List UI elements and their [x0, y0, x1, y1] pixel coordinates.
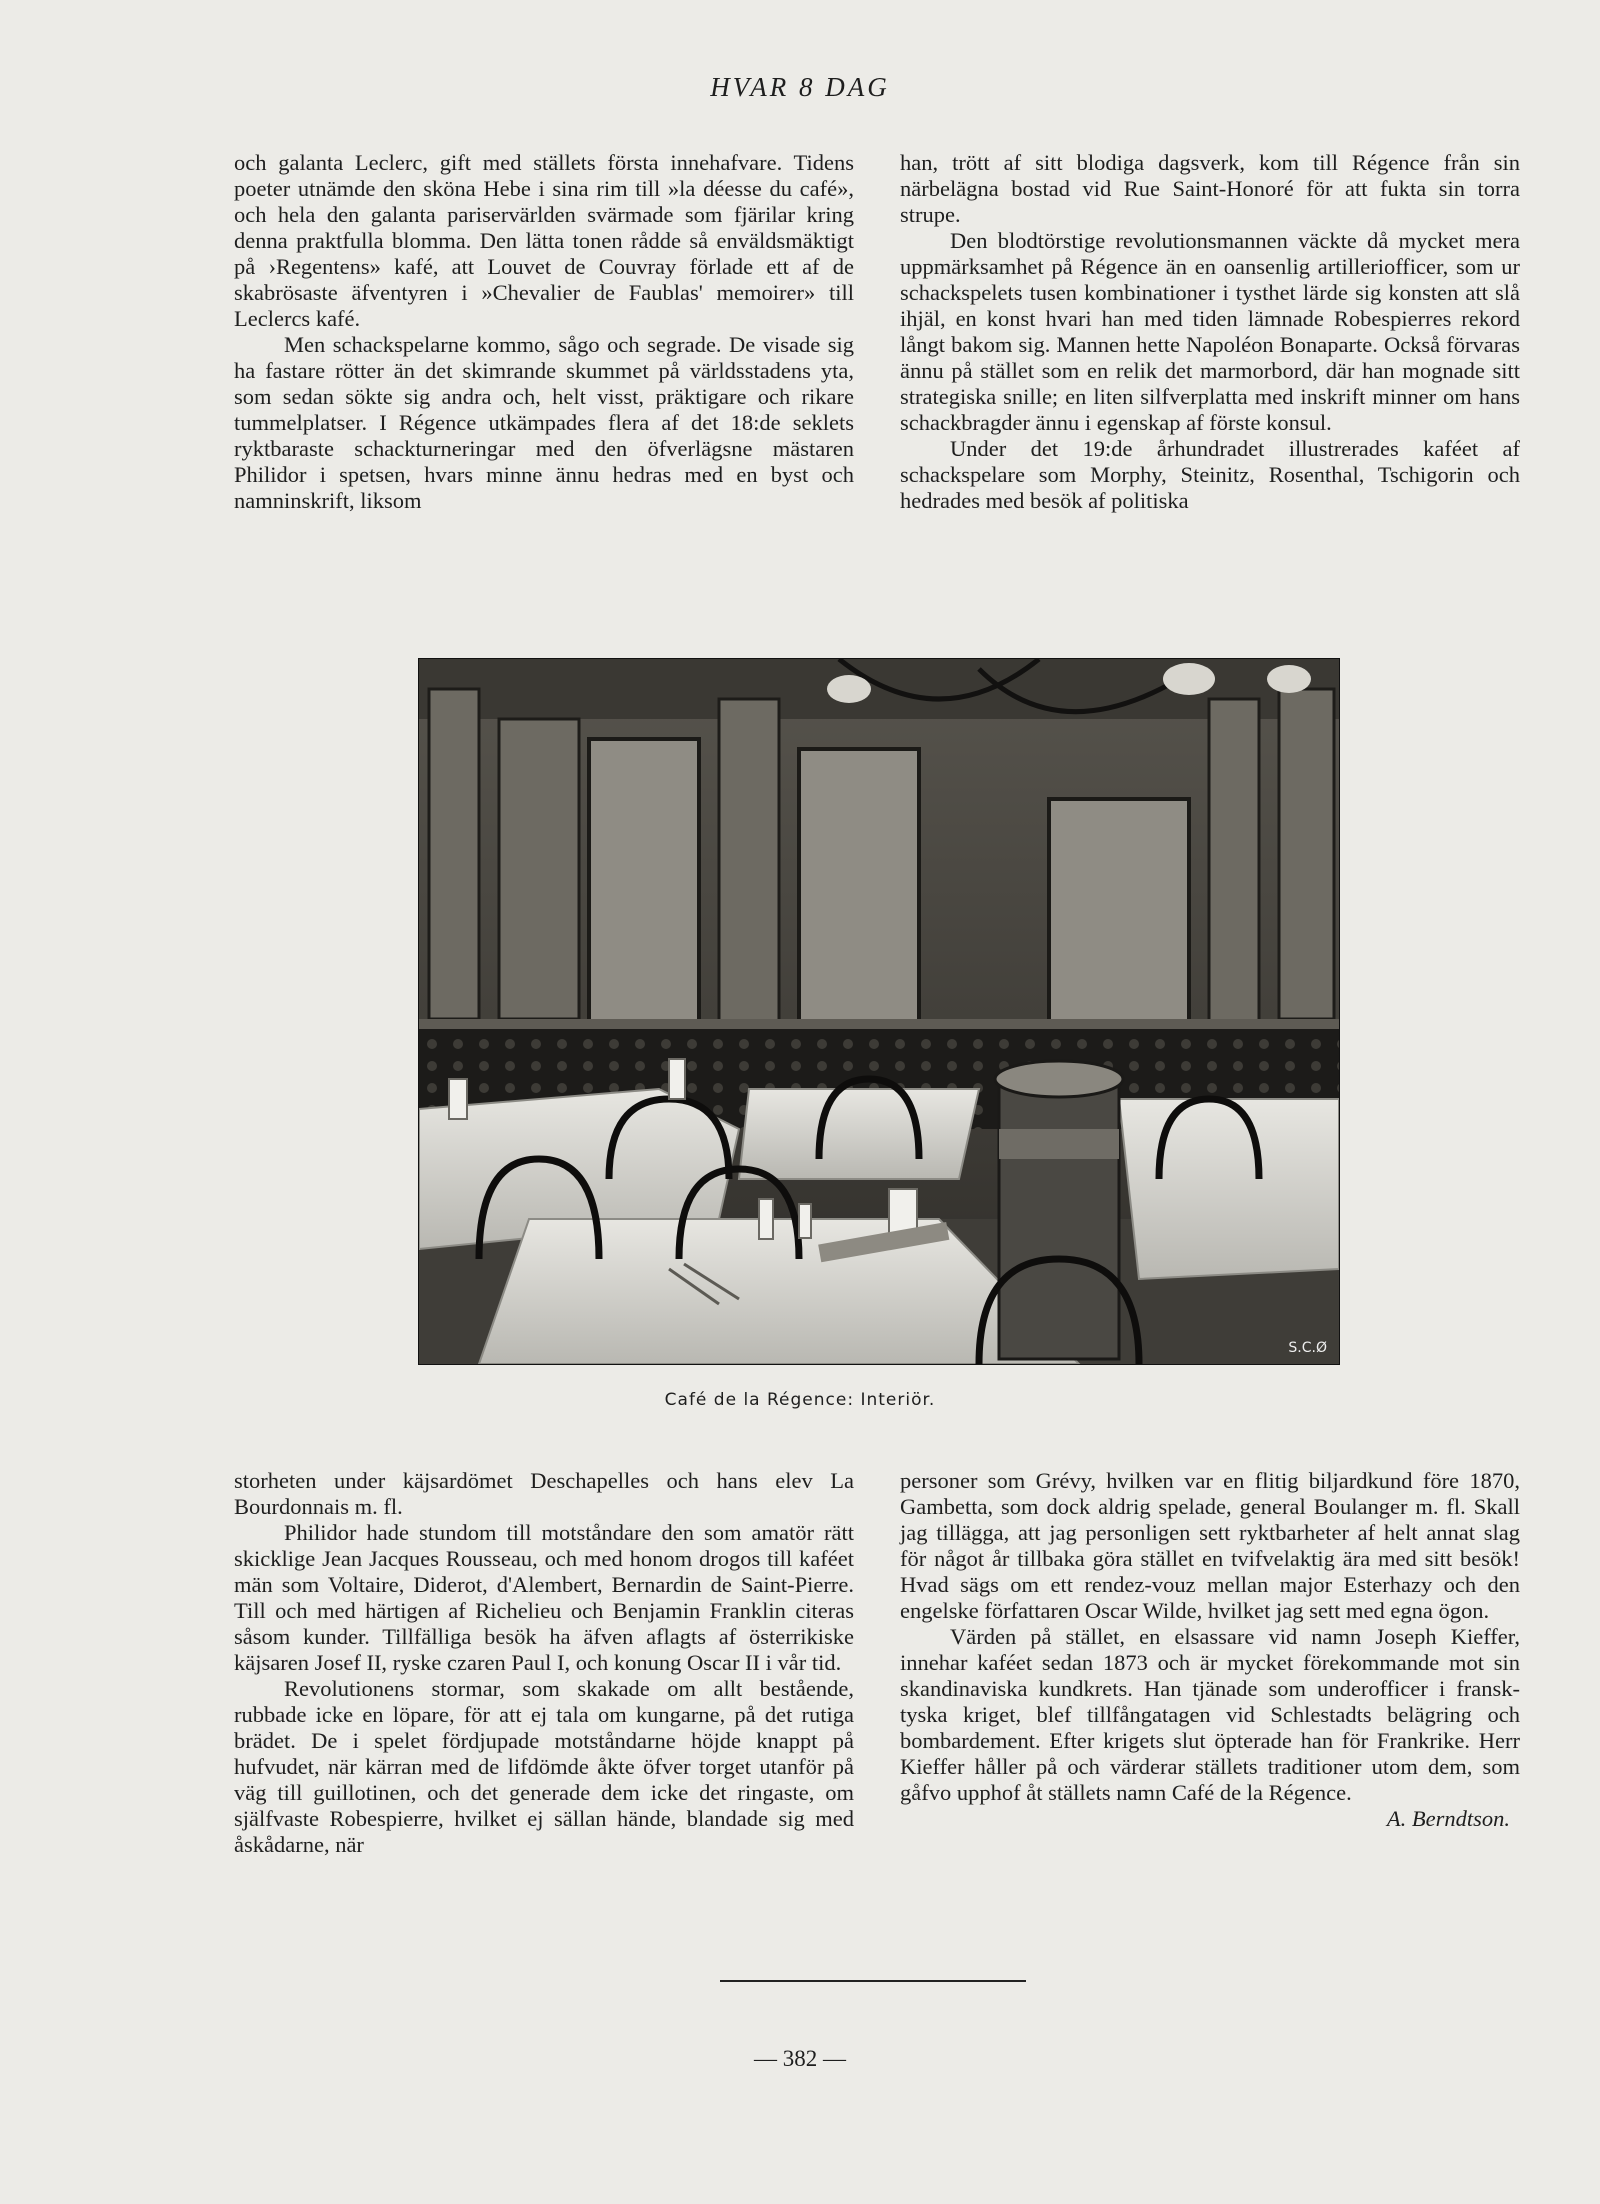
photo-caption: Café de la Régence: Interiör. [664, 1390, 936, 1410]
page-number: — 382 — [754, 2046, 846, 2071]
paragraph: Under det 19:de århundradet illustrerades kaféet af schackspelare som Morphy, Steinitz, Rosenthal, Tschigorin och hedrades med besök af politiska [900, 436, 1520, 513]
cafe-interior-illustration [419, 659, 1339, 1364]
running-header: HVAR 8 DAG [710, 72, 890, 102]
paragraph: storheten under käjsardömet Deschapelles och hans elev La Bourdonnais m. fl. [234, 1468, 854, 1519]
divider-rule [720, 1980, 1026, 1982]
cafe-interior-photo [418, 658, 1340, 1365]
paragraph: personer som Grévy, hvilken var en flitig biljardkund före 1870, Gambetta, som dock aldrig spelade, general Boulanger m. fl. Skall jag tillägga, att jag personligen sett ryktbarheter af helt annat slag för något år tillbaka göra stället en tvifvelaktig ära med sitt besök! Hvad sägs om ett rendez-vouz mellan major Esterhazy och den engelske författaren Oscar Wilde, hvilket jag sett med egna ögon. [900, 1468, 1520, 1623]
paragraph: Men schackspelarne kommo, sågo och segrade. De visade sig ha fastare rötter än det skimrande skummet på världsstadens yta, som sedan sökte sig andra och, helt visst, präktigare och rikare tummelplatser. I Régence utkämpades flera af det 18:de seklets ryktbaraste schackturneringar med den öfverlägsne mästaren Philidor i spetsen, hvars minne ännu hedras med en byst och namninskrift, liksom [234, 332, 854, 513]
paragraph: Philidor hade stundom till motståndare den som amatör rätt skicklige Jean Jacques Rousseau, och med honom drogos till kaféet män som Voltaire, Diderot, d'Alembert, Bernardin de Saint-Pierre. Till och med härtigen af Richelieu och Benjamin Franklin citeras såsom kunder. Tillfälliga besök ha äfven aflagts af österrikiske käjsaren Josef II, ryske czaren Paul I, och konung Oscar II i vår tid. [234, 1520, 854, 1675]
paragraph: Den blodtörstige revolutionsmannen väckte då mycket mera uppmärksamhet på Régence än en oansenlig artilleriofficer, som ur schackspelets tusen kombinationer i tysthet lärde sig konsten att slå ihjäl, en konst hvari han med tiden lämnade Robespierres rekord långt bakom sig. Mannen hette Napoléon Bonaparte. Också förvaras ännu på stället som en relik det marmorbord, där han mognade sitt strategiska snille; en liten silfverplatta med inskrift minner om hans schackbragder ännu i egenskap af förste konsul. [900, 228, 1520, 435]
column-bottom-right [900, 1468, 1520, 1832]
paragraph: Värden på stället, en elsassare vid namn Joseph Kieffer, innehar kaféet sedan 1873 och är mycket förekommande mot sin skandinaviska kundkrets. Han tjänade som underofficer i fransk-tyska kriget, blef tillfångatagen vid Schlestadts belägring och bombardement. Efter krigets slut öpterade han för Frankrike. Herr Kieffer håller på och värderar ställets traditioner utom dem, som gåfvo upphof åt ställets namn Café de la Régence. [900, 1624, 1520, 1805]
column-top-left [234, 150, 854, 514]
author-signature: A. Berndtson. [1386, 1806, 1510, 1831]
column-top-right [900, 150, 1520, 514]
photographer-mark: S.C.Ø [1288, 1340, 1327, 1356]
paragraph: han, trött af sitt blodiga dagsverk, kom till Régence från sin närbelägna bostad vid Rue Saint-Honoré för att fukta sin torra strupe. [900, 150, 1520, 227]
paragraph: Revolutionens stormar, som skakade om allt bestående, rubbade icke en löpare, för att ej tala om kungarne, på det rutiga brädet. De i spelet fördjupade motståndarne höjde knappt på hufvudet, när kärran med de lifdömde åkte öfver torget utanför på väg till guillotinen, och det generade dem icke det ringaste, om själfvaste Robespierre, hvilket ej sällan hände, blandade sig med åskådarne, när [234, 1676, 854, 1857]
paragraph: och galanta Leclerc, gift med ställets första innehafvare. Tidens poeter utnämde den sköna Hebe i sina rim till »la déesse du café», och hela den galanta pariservärlden svärmade som fjärilar kring denna praktfulla blomma. Den lätta tonen rådde så enväldsmäktigt på ›Regentens» kafé, att Louvet de Couvray förlade ett af de skabrösaste äfventyren i »Chevalier de Faublas' memoirer» till Leclercs kafé. [234, 150, 854, 331]
column-bottom-left [234, 1468, 854, 1858]
